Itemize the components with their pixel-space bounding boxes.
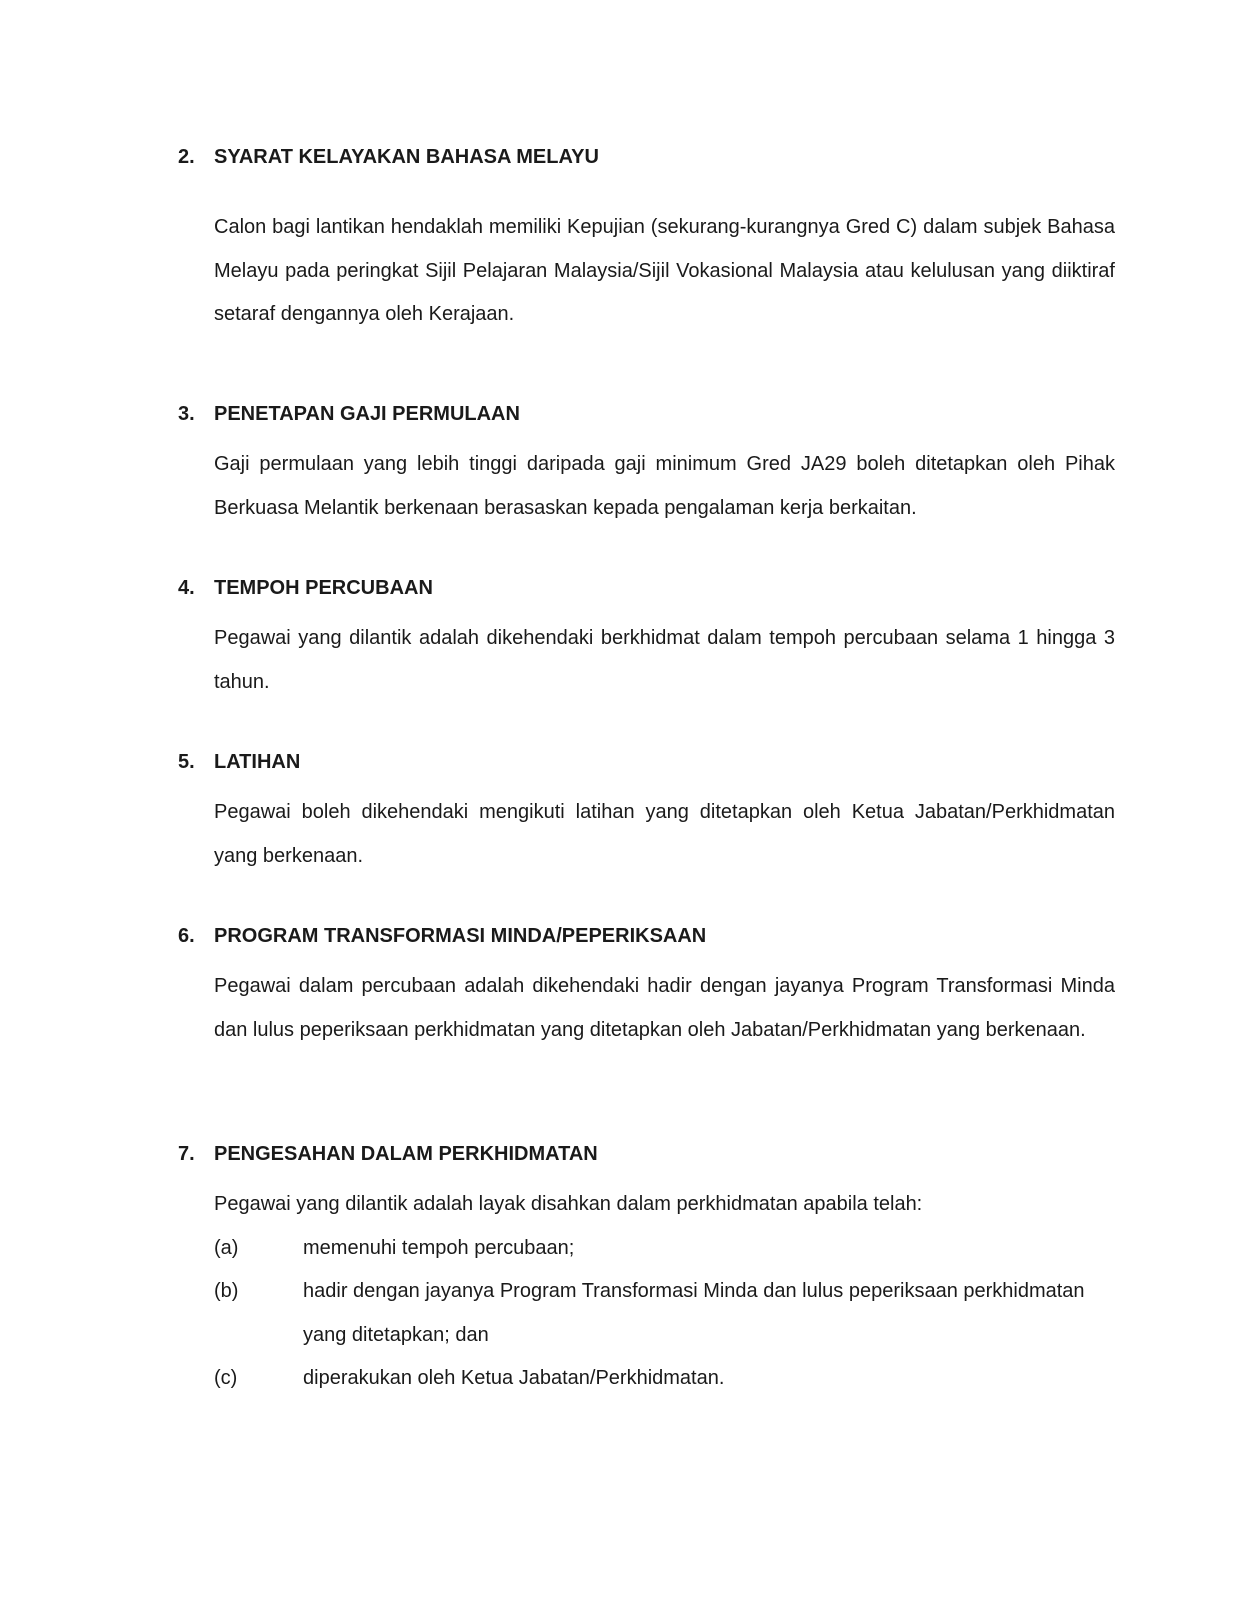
section-latihan [178, 747, 1115, 878]
section-title: PENETAPAN GAJI PERMULAAN [214, 403, 520, 425]
section-heading [178, 142, 1115, 172]
section-number: 5. [178, 751, 195, 773]
section-title: PROGRAM TRANSFORMASI MINDA/PEPERIKSAAN [214, 925, 707, 947]
section-heading [178, 399, 1115, 429]
section-title: SYARAT KELAYAKAN BAHASA MELAYU [214, 146, 599, 168]
section-heading [178, 1139, 1115, 1169]
section-paragraph: Pegawai yang dilantik adalah dikehendaki berkhidmat dalam tempoh percubaan selama 1 hingga 3 tahun. [214, 627, 1115, 693]
list-item-text: hadir dengan jayanya Program Transformasi Minda dan lulus peperiksaan perkhidmatan yang ditetapkan; dan [303, 1280, 1085, 1346]
section-number: 2. [178, 146, 195, 168]
condition-list [214, 1227, 1115, 1401]
section-paragraph: Gaji permulaan yang lebih tinggi daripada gaji minimum Gred JA29 boleh ditetapkan oleh Pihak Berkuasa Melantik berkenaan berasaskan kepada pengalaman kerja berkaitan. [214, 453, 1115, 519]
section-program-transformasi-minda [178, 921, 1115, 1052]
section-title: LATIHAN [214, 751, 301, 773]
list-item [214, 1270, 1115, 1357]
section-heading [178, 573, 1115, 603]
section-heading [178, 921, 1115, 951]
section-paragraph: Pegawai yang dilantik adalah layak disahkan dalam perkhidmatan apabila telah: [214, 1193, 923, 1215]
section-paragraph: Pegawai boleh dikehendaki mengikuti latihan yang ditetapkan oleh Ketua Jabatan/Perkhidmatan yang berkenaan. [214, 801, 1115, 867]
list-item-text: memenuhi tempoh percubaan; [303, 1236, 575, 1259]
list-item-label: (b) [214, 1280, 239, 1303]
section-paragraph: Pegawai dalam percubaan adalah dikehendaki hadir dengan jayanya Program Transformasi Minda dan lulus peperiksaan perkhidmatan yang ditetapkan oleh Jabatan/Perkhidmatan yang berkenaan. [214, 975, 1115, 1041]
section-penetapan-gaji-permulaan [178, 399, 1115, 530]
section-number: 4. [178, 577, 195, 599]
section-number: 3. [178, 403, 195, 425]
section-title: TEMPOH PERCUBAAN [214, 577, 433, 599]
section-number: 6. [178, 925, 195, 947]
list-item [214, 1357, 1115, 1401]
section-paragraph: Calon bagi lantikan hendaklah memiliki Kepujian (sekurang-kurangnya Gred C) dalam subjek Bahasa Melayu pada peringkat Sijil Pelajaran Malaysia/Sijil Vokasional Malaysia atau kelulusan yang diiktiraf setaraf dengannya oleh Kerajaan. [214, 216, 1115, 326]
list-item-label: (c) [214, 1367, 238, 1390]
list-item-label: (a) [214, 1236, 239, 1259]
section-syarat-kelayakan-bahasa-melayu [178, 142, 1115, 337]
section-heading [178, 747, 1115, 777]
list-item [214, 1227, 1115, 1271]
section-tempoh-percubaan [178, 573, 1115, 704]
section-title: PENGESAHAN DALAM PERKHIDMATAN [214, 1143, 598, 1165]
section-pengesahan-dalam-perkhidmatan [178, 1139, 1115, 1401]
section-number: 7. [178, 1143, 195, 1165]
list-item-text: diperakukan oleh Ketua Jabatan/Perkhidmatan. [303, 1367, 725, 1390]
